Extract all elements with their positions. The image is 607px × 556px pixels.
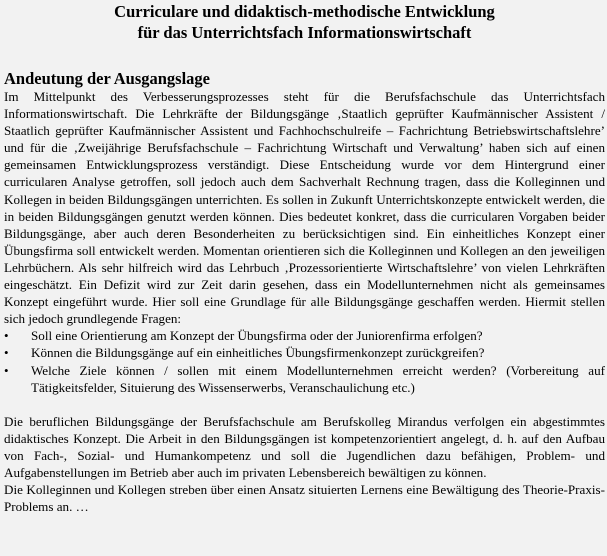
title-line-2: für das Unterrichtsfach Informationswirtschaft bbox=[137, 23, 472, 42]
bullet-icon: • bbox=[4, 362, 9, 378]
title-line-1: Curriculare und didaktisch-methodische Entwicklung bbox=[114, 2, 495, 21]
question-list bbox=[4, 327, 605, 395]
list-item bbox=[4, 327, 605, 344]
closing-paragraph-2: Die Kolleginnen und Kollegen streben über einen Ansatz situierten Lernens eine Bewältigung des Theorie-Praxis-Problems an. … bbox=[4, 482, 605, 515]
paragraph-spacer bbox=[4, 396, 605, 413]
closing-paragraph-1: Die beruflichen Bildungsgänge der Berufsfachschule am Berufskolleg Mirandus verfolgen ein abgestimmtes didaktisches Konzept. Die Arbeit in den Bildungsgängen ist kompetenzorientiert angelegt, d. h. auf den Aufbau von Fach-, Sozial- und Humankompetenz und soll die Jugendlichen dazu befähigen, Problem- und Aufgabenstellungen im Betrieb aber auch im privaten Lebensbereich bewältigen zu können. bbox=[4, 413, 605, 480]
bullet-icon: • bbox=[4, 328, 9, 344]
list-item bbox=[4, 362, 605, 396]
question-text: Soll eine Orientierung am Konzept der Übungsfirma oder der Juniorenfirma erfolgen? bbox=[31, 328, 483, 344]
question-text: Welche Ziele können / sollen mit einem Modellunternehmen erreicht werden? (Vorbereitung auf Tätigkeitsfelder, Situierung des Wissenserwerbs, Veranschaulichung etc.) bbox=[31, 362, 605, 395]
document-title bbox=[4, 1, 605, 43]
intro-paragraph: Im Mittelpunkt des Verbesserungsprozesses steht für die Berufsfachschule das Unterrichtsfach Informationswirtschaft. Die Lehrkräfte der Bildungsgänge ‚Staatlich geprüfter Kaufmännischer Assistent / Staatlich geprüfter Kaufmännischer Assistent und Fachhochschulreife – Fachrichtung Betriebswirtschaftslehre’ und für die ‚Zweijährige Berufsfachschule – Fachrichtung Wirtschaft und Verwaltung’ haben sich auf einen gemeinsamen Entwicklungsprozess verständigt. Diese Entscheidung wurde vor dem Hintergrund einer curricularen Analyse getroffen, soll jedoch auch dem Sachverhalt Rechnung tragen, dass die Kolleginnen und Kollegen in beiden Bildungsgängen unterrichten. Es sollen in Zukunft Unterrichtskonzepte entwickelt werden, die in beiden Bildungsgängen genutzt werden können. Dies bedeutet konkret, dass die curricularen Vorgaben beider Bildungsgänge, aber auch deren Besonderheiten zu berücksichtigen sind. Ein einheitliches Konzept einer Übungsfirma soll entwickelt werden. Momentan orientieren sich die Kolleginnen und Kollegen an den jeweiligen Lehrbüchern. Als sehr hilfreich wird das Lehrbuch ‚Prozessorientierte Wirtschaftslehre’ von vielen Lehrkräften eingeschätzt. Ein Defizit wird zur Zeit darin gesehen, dass ein Modellunternehmen nicht als gemeinsames Konzept eingeführt wurde. Hier soll eine Grundlage für alle Bildungsgänge geschaffen werden. Hiermit stellen sich jedoch grundlegende Fragen: bbox=[4, 89, 605, 327]
question-text: Können die Bildungsgänge auf ein einheitliches Übungsfirmenkonzept zurückgreifen? bbox=[31, 345, 485, 361]
bullet-icon: • bbox=[4, 345, 9, 361]
section-heading: Andeutung der Ausgangslage bbox=[4, 69, 211, 88]
list-item bbox=[4, 344, 605, 361]
